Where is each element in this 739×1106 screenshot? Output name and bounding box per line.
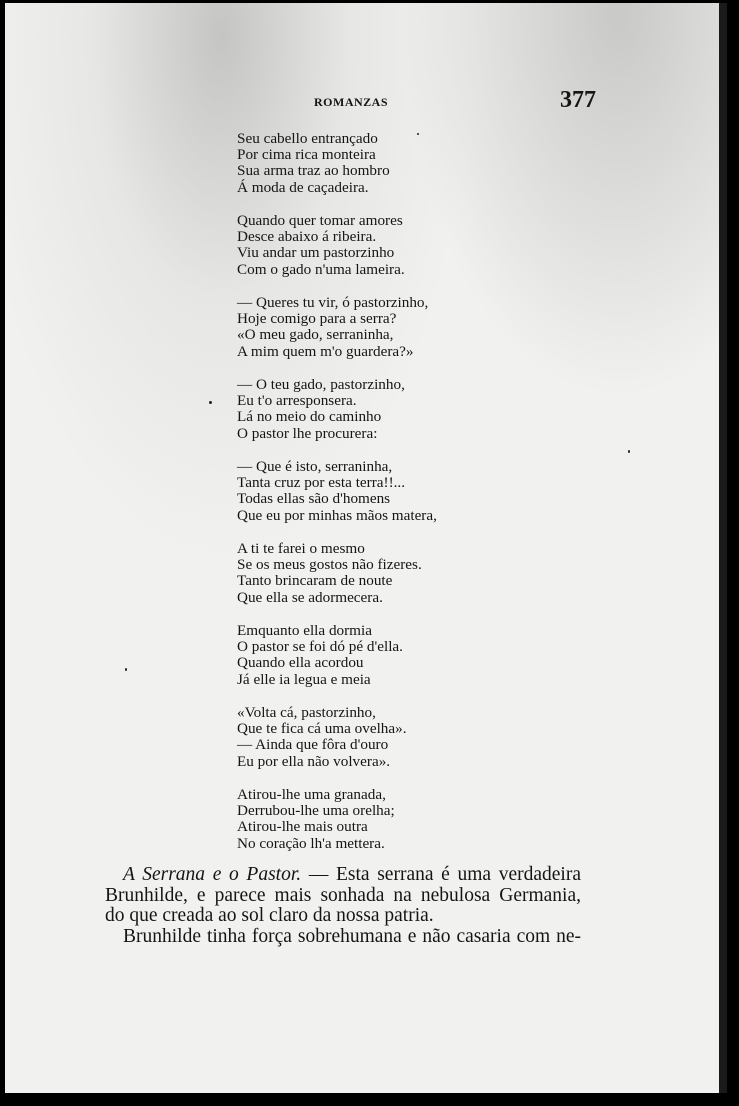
verse-line: — Ainda que fôra d'ouro — [237, 736, 389, 754]
verse-line: Quando ella acordou — [237, 654, 364, 672]
page-edge-shadow — [719, 3, 727, 1093]
verse-line: Emquanto ella dormia — [237, 622, 372, 639]
verse-line: Quando quer tomar amores — [237, 212, 403, 229]
stanza — [237, 377, 567, 442]
verse-line: Viu andar um pastorzinho — [237, 244, 395, 262]
verse-line: Se os meus gostos não fizeres. — [237, 556, 422, 574]
verse-line: Seu cabello entrançado — [237, 130, 378, 147]
verse-line: A ti te farei o mesmo — [237, 540, 365, 557]
stanza — [237, 131, 567, 196]
prose-text: — Esta serrana é uma verdadeira — [301, 864, 581, 885]
book-page — [5, 3, 727, 1093]
verse-line: Á moda de caçadeira. — [237, 178, 369, 196]
verse-line: O pastor lhe procurera: — [237, 424, 378, 442]
verse-line: Hoje comigo para a serra? — [237, 310, 397, 328]
ink-speck — [125, 668, 127, 671]
poem — [237, 131, 567, 869]
verse-line: «O meu gado, serraninha, — [237, 326, 394, 344]
verse-line: No coração lh'a mettera. — [237, 834, 385, 852]
verse-line: — Que é isto, serraninha, — [237, 458, 393, 475]
prose-line: do que creada ao sol claro da nossa patria. — [105, 905, 434, 926]
stanza — [237, 787, 567, 852]
verse-line: Com o gado n'uma lameira. — [237, 260, 405, 278]
verse-line: — O teu gado, pastorzinho, — [237, 376, 405, 393]
commentary-paragraph — [105, 865, 581, 947]
verse-line: Derrubou-lhe uma orelha; — [237, 802, 395, 820]
page-number: 377 — [560, 87, 596, 113]
stanza — [237, 213, 567, 278]
prose-line: Brunhilde, e parece mais sonhada na nebulosa Germania, — [105, 884, 581, 906]
verse-line: «Volta cá, pastorzinho, — [237, 704, 376, 721]
ink-speck — [628, 450, 630, 453]
prose-line — [105, 865, 581, 886]
verse-line: Que ella se adormecera. — [237, 588, 383, 606]
verse-line: Que te fica cá uma ovelha». — [237, 720, 407, 738]
verse-line: Desce abaixo á ribeira. — [237, 228, 377, 246]
verse-line: Que eu por minhas mãos matera, — [237, 506, 437, 524]
verse-line: Atirou-lhe mais outra — [237, 818, 368, 836]
running-head: ROMANZAS — [314, 95, 389, 109]
verse-line: O pastor se foi dó pé d'ella. — [237, 638, 403, 656]
verse-line: Já elle ia legua e meia — [237, 670, 371, 688]
stanza — [237, 295, 567, 360]
stanza — [237, 541, 567, 606]
verse-line: Eu t'o arresponsera. — [237, 392, 357, 410]
stanza — [237, 459, 567, 524]
stanza — [237, 705, 567, 770]
verse-line: — Queres tu vir, ó pastorzinho, — [237, 294, 429, 311]
ink-speck — [209, 401, 212, 404]
section-title: A Serrana e o Pastor. — [123, 864, 302, 885]
verse-line: Por cima rica monteira — [237, 146, 376, 164]
verse-line: Tanta cruz por esta terra!!... — [237, 474, 406, 492]
verse-line: Tanto brincaram de noute — [237, 572, 393, 590]
verse-line: Atirou-lhe uma granada, — [237, 786, 386, 803]
verse-line: Eu por ella não volvera». — [237, 752, 391, 770]
verse-line: Todas ellas são d'homens — [237, 490, 391, 508]
verse-line: A mim quem m'o guardera?» — [237, 342, 414, 360]
page-header — [5, 87, 727, 121]
prose-line: Brunhilde tinha força sobrehumana e não casaria com ne- — [123, 925, 581, 947]
verse-line: Lá no meio do caminho — [237, 408, 382, 426]
verse-line: Sua arma traz ao hombro — [237, 162, 390, 180]
stanza — [237, 623, 567, 688]
ink-speck — [417, 133, 419, 135]
